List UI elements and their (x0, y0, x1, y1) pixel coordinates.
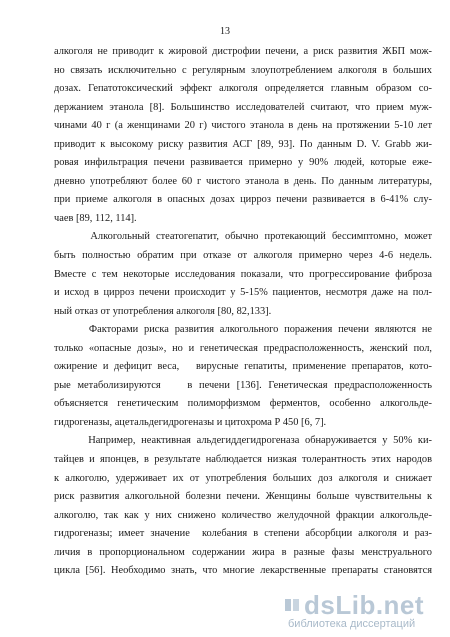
text-line: рые метаболизируются в печени [136]. Генетическая предрасположенность (54, 379, 432, 391)
text-line: гидрогеназы, ацетальдегидрогеназы и цитохрома Р 450 [6, 7]. (54, 416, 327, 428)
text-line: гидрогеназы; имеет значение колебания в степени абсорбции алкоголя и раз- (54, 528, 432, 540)
text-line: только «опасные дозы», но и генетическая предрасположенность, женский пол, (54, 342, 432, 354)
text-line: риск развития алкогольной болезни печени. Женщины больше чувствительны к (54, 491, 432, 503)
text-line: держанием этанола [8]. Большинство исследователей считают, что прием муж- (54, 101, 432, 113)
watermark-brand: dsLib.net (304, 590, 425, 620)
text-line: приводит к высокому риску развития АСГ [89, 93]. По данным D. V. Grabb жи- (54, 138, 432, 150)
text-line: и исход в цирроз печени происходит у 5-15% пациентов, несмотря даже на пол- (54, 287, 432, 299)
text-line: Алкогольный стеатогепатит, обычно протекающий бессимптомно, может (54, 231, 432, 243)
text-line: ный отказ от употребления алкоголя [80, 82,133]. (54, 305, 272, 317)
text-line: Вместе с тем некоторые исследования показали, что прогрессирование фиброза (54, 268, 432, 280)
text-line: ожирение и дефицит веса, вирусные гепатиты, применение препаратов, кото- (54, 361, 432, 373)
text-line: дневно употребляют более 60 г чистого этанола в день. По данным литературы, (54, 175, 432, 187)
text-line: чаев [89, 112, 114]. (54, 212, 137, 224)
page-number: 13 (220, 26, 230, 37)
watermark (284, 592, 434, 631)
text-line: дозах. Гепатотоксический эффект алкоголя определяется главным образом со- (54, 83, 432, 95)
text-line: цикла [56]. Необходимо знать, что многие лекарственные препараты становятся (54, 565, 432, 577)
text-line: Например, неактивная альдегиддегидрогеназа обнаруживается у 50% ки- (54, 435, 432, 447)
text-line: объясняется генетическим полиморфизмом ферментов, особенно алкогольде- (54, 398, 432, 410)
text-line: но связать исключительно с регулярным злоупотреблением алкоголя в больших (54, 64, 432, 76)
text-line: алкоголя не приводит к жировой дистрофии печени, а риск развития ЖБП мож- (54, 46, 432, 57)
text-line: Факторами риска развития алкогольного поражения печени являются не (54, 324, 432, 336)
watermark-subtitle: библиотека диссертаций (288, 618, 416, 630)
text-line: чинами 40 г (а женщинами 20 г) чистого этанола в день на протяжении 5-10 лет (54, 120, 432, 132)
text-line: к алкоголю, удерживает их от употребления больших доз алкоголя и снижает (54, 472, 432, 484)
text-line: ровая инфильтрация печени развивается примерно у 90% людей, которые еже- (54, 157, 432, 169)
body-text (54, 43, 432, 581)
text-line: личия в пропорциональном содержании жира в разные фазы менструального (54, 546, 432, 558)
text-line: алкоголю, так как у них снижено количество желудочной фракции алкогольде- (54, 509, 432, 521)
text-line: быть полностью обратим при отказе от алкоголя примерно через 4-6 недель. (54, 250, 432, 262)
text-line: тайцев и японцев, в результате наблюдается низкая толерантность этих народов (54, 454, 432, 466)
watermark-logo-icon (284, 597, 300, 613)
text-line: при приеме алкоголя в опасных дозах цирроз печени развивается в 6-41% слу- (54, 194, 432, 206)
